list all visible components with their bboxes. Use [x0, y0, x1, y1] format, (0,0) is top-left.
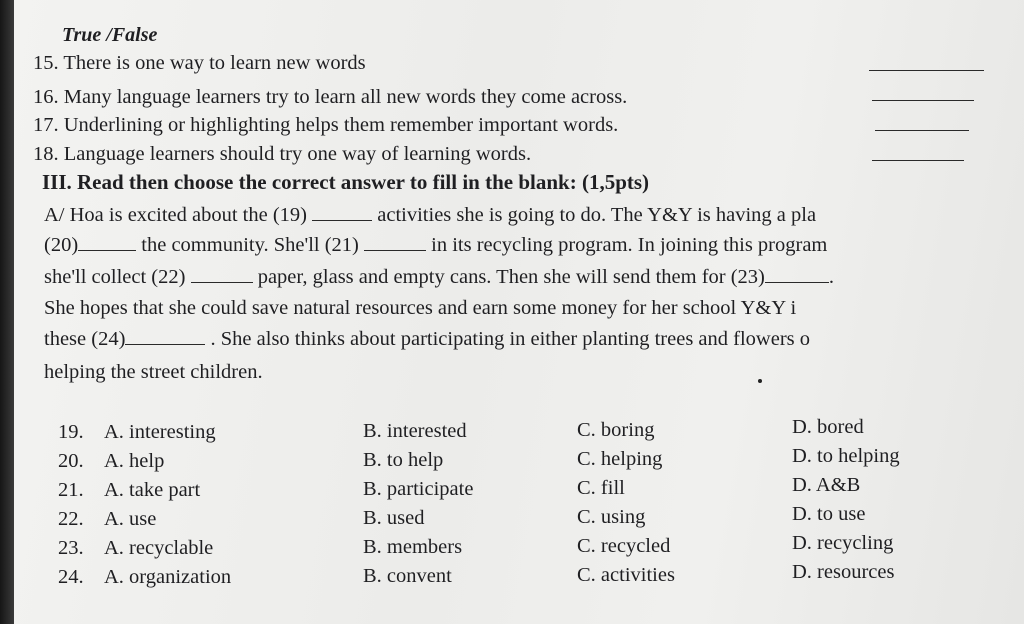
option-19-c[interactable]: C. boring	[577, 419, 655, 441]
option-20-a[interactable]: A. help	[104, 450, 165, 472]
option-22-c[interactable]: C. using	[577, 506, 646, 528]
option-20-c[interactable]: C. helping	[577, 448, 663, 470]
option-23-a[interactable]: A. recyclable	[104, 537, 214, 559]
blank-22[interactable]	[191, 268, 253, 283]
passage-text: (20)	[44, 234, 79, 256]
passage-text: A/ Hoa is excited about the (19)	[44, 204, 313, 226]
option-number-21: 21.	[58, 479, 84, 501]
option-22-b[interactable]: B. used	[363, 507, 425, 529]
blank-20[interactable]	[78, 236, 136, 251]
option-21-a[interactable]: A. take part	[104, 479, 201, 501]
option-23-d[interactable]: D. recycling	[792, 532, 894, 554]
option-22-d[interactable]: D. to use	[792, 503, 866, 525]
passage-text: . She also thinks about participating in either planting trees and flowers o	[205, 328, 811, 350]
tf-item-18: 18. Language learners should try one way of learning words.	[33, 143, 532, 165]
passage-line-4: She hopes that she could save natural resources and earn some money for her school Y&Y i	[44, 297, 797, 319]
option-19-b[interactable]: B. interested	[363, 420, 467, 442]
blank-21[interactable]	[364, 236, 426, 251]
section-heading: III. Read then choose the correct answer to fill in the blank: (1,5pts)	[42, 170, 650, 194]
worksheet-page	[14, 0, 1024, 624]
option-number-20: 20.	[58, 450, 84, 472]
ink-dot	[758, 379, 762, 383]
tf-answer-blank-18[interactable]	[872, 160, 964, 161]
option-24-d[interactable]: D. resources	[792, 561, 895, 583]
passage-text: paper, glass and empty cans. Then she will send them for (23)	[252, 266, 765, 288]
passage-line-5	[44, 328, 810, 351]
option-19-a[interactable]: A. interesting	[104, 421, 216, 443]
passage-line-2	[44, 234, 827, 257]
passage-line-3	[44, 266, 834, 289]
option-number-19: 19.	[58, 421, 84, 443]
option-20-d[interactable]: D. to helping	[792, 445, 900, 467]
option-number-24: 24.	[58, 566, 84, 588]
option-21-b[interactable]: B. participate	[363, 478, 474, 500]
passage-text: these (24)	[44, 328, 126, 350]
blank-19[interactable]	[312, 206, 372, 221]
tf-answer-blank-16[interactable]	[872, 100, 974, 101]
tf-answer-blank-15[interactable]	[869, 70, 984, 71]
true-false-heading: True /False	[62, 24, 158, 46]
passage-text: the community. She'll (21)	[136, 234, 364, 256]
passage-text: she'll collect (22)	[44, 266, 191, 288]
tf-item-17: 17. Underlining or highlighting helps them remember important words.	[33, 114, 619, 136]
option-24-a[interactable]: A. organization	[104, 566, 232, 588]
option-20-b[interactable]: B. to help	[363, 449, 444, 471]
tf-answer-blank-17[interactable]	[875, 130, 969, 131]
option-24-c[interactable]: C. activities	[577, 564, 675, 586]
option-21-c[interactable]: C. fill	[577, 477, 625, 499]
passage-text: .	[828, 266, 835, 288]
option-22-a[interactable]: A. use	[104, 508, 157, 530]
photo-edge-shadow	[0, 0, 14, 624]
passage-text: activities she is going to do. The Y&Y is having a pla	[372, 204, 817, 226]
option-23-b[interactable]: B. members	[363, 536, 463, 558]
option-24-b[interactable]: B. convent	[363, 565, 452, 587]
option-number-22: 22.	[58, 508, 84, 530]
tf-item-16: 16. Many language learners try to learn all new words they come across.	[33, 86, 628, 108]
passage-line-1	[44, 204, 816, 227]
passage-text: in its recycling program. In joining this program	[426, 234, 828, 256]
option-21-d[interactable]: D. A&B	[792, 474, 861, 496]
blank-24[interactable]	[125, 330, 205, 345]
blank-23[interactable]	[765, 268, 829, 283]
option-number-23: 23.	[58, 537, 84, 559]
passage-line-6: helping the street children.	[44, 361, 263, 383]
option-23-c[interactable]: C. recycled	[577, 535, 671, 557]
option-19-d[interactable]: D. bored	[792, 416, 864, 438]
tf-item-15: 15. There is one way to learn new words	[33, 52, 366, 74]
